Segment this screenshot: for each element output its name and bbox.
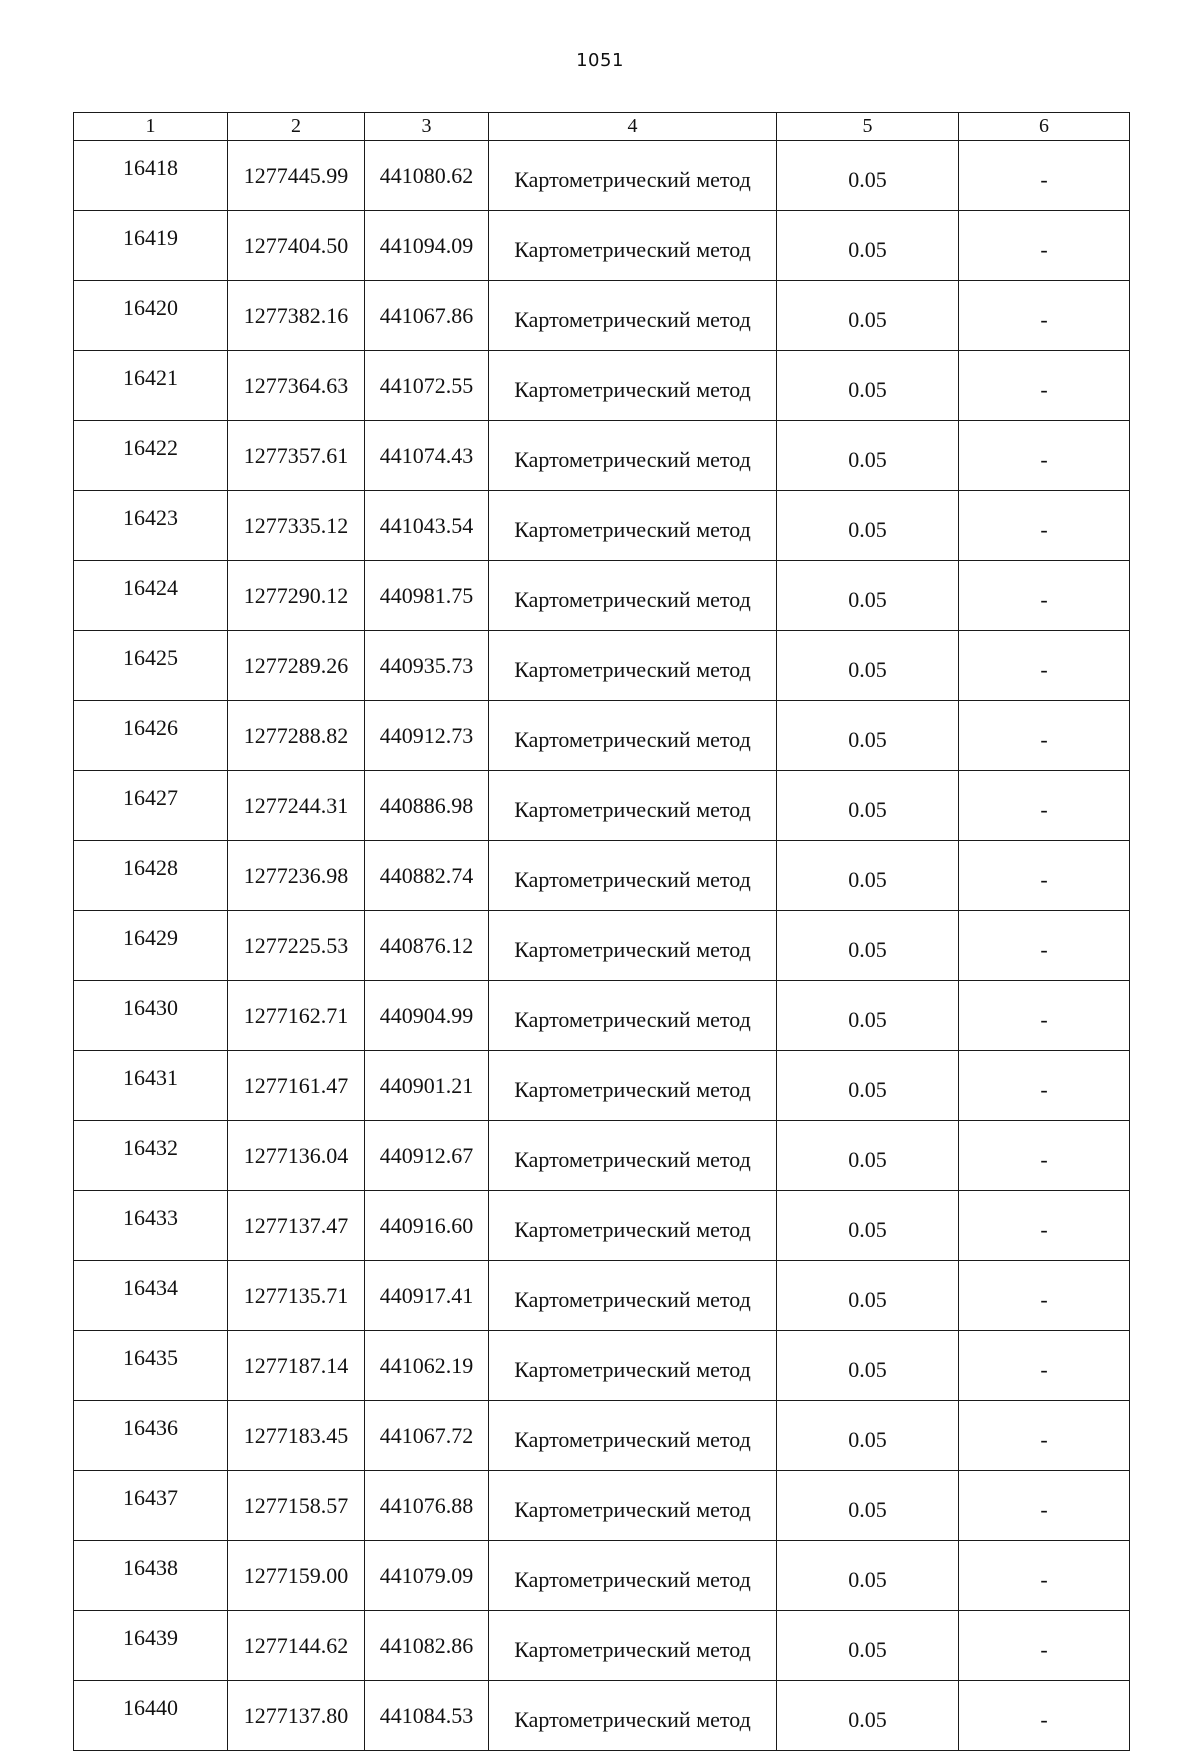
point-id-cell: 16440 [74, 1681, 228, 1751]
point-id-cell: 16434 [74, 1261, 228, 1331]
table-row [74, 211, 1130, 281]
method-cell: Картометрический метод [489, 211, 777, 281]
point-id-cell: 16438 [74, 1541, 228, 1611]
table-row [74, 1331, 1130, 1401]
table-row [74, 701, 1130, 771]
point-id-cell: 16426 [74, 701, 228, 771]
note-cell: - [959, 211, 1130, 281]
accuracy-cell: 0.05 [777, 1191, 959, 1261]
accuracy-cell: 0.05 [777, 141, 959, 211]
y-coordinate-cell: 440876.12 [365, 911, 489, 981]
accuracy-cell: 0.05 [777, 351, 959, 421]
table-row [74, 141, 1130, 211]
y-coordinate-cell: 441076.88 [365, 1471, 489, 1541]
note-cell: - [959, 491, 1130, 561]
y-coordinate-cell: 440935.73 [365, 631, 489, 701]
table-row [74, 1051, 1130, 1121]
x-coordinate-cell: 1277158.57 [228, 1471, 365, 1541]
accuracy-cell: 0.05 [777, 1681, 959, 1751]
x-coordinate-cell: 1277225.53 [228, 911, 365, 981]
column-header-6: 6 [959, 113, 1130, 141]
note-cell: - [959, 561, 1130, 631]
accuracy-cell: 0.05 [777, 1471, 959, 1541]
point-id-cell: 16429 [74, 911, 228, 981]
x-coordinate-cell: 1277289.26 [228, 631, 365, 701]
y-coordinate-cell: 440904.99 [365, 981, 489, 1051]
y-coordinate-cell: 440886.98 [365, 771, 489, 841]
y-coordinate-cell: 441074.43 [365, 421, 489, 491]
coordinates-table [73, 112, 1130, 1751]
note-cell: - [959, 421, 1130, 491]
y-coordinate-cell: 441084.53 [365, 1681, 489, 1751]
x-coordinate-cell: 1277137.80 [228, 1681, 365, 1751]
accuracy-cell: 0.05 [777, 771, 959, 841]
y-coordinate-cell: 441079.09 [365, 1541, 489, 1611]
method-cell: Картометрический метод [489, 1471, 777, 1541]
point-id-cell: 16424 [74, 561, 228, 631]
accuracy-cell: 0.05 [777, 631, 959, 701]
column-header-4: 4 [489, 113, 777, 141]
method-cell: Картометрический метод [489, 1261, 777, 1331]
method-cell: Картометрический метод [489, 561, 777, 631]
note-cell: - [959, 281, 1130, 351]
note-cell: - [959, 911, 1130, 981]
point-id-cell: 16439 [74, 1611, 228, 1681]
accuracy-cell: 0.05 [777, 981, 959, 1051]
method-cell: Картометрический метод [489, 771, 777, 841]
method-cell: Картометрический метод [489, 1541, 777, 1611]
point-id-cell: 16422 [74, 421, 228, 491]
table-row [74, 281, 1130, 351]
note-cell: - [959, 1331, 1130, 1401]
column-header-2: 2 [228, 113, 365, 141]
note-cell: - [959, 1541, 1130, 1611]
y-coordinate-cell: 441080.62 [365, 141, 489, 211]
table-row [74, 841, 1130, 911]
point-id-cell: 16423 [74, 491, 228, 561]
x-coordinate-cell: 1277161.47 [228, 1051, 365, 1121]
accuracy-cell: 0.05 [777, 1611, 959, 1681]
y-coordinate-cell: 440912.67 [365, 1121, 489, 1191]
table-row [74, 1471, 1130, 1541]
method-cell: Картометрический метод [489, 1331, 777, 1401]
x-coordinate-cell: 1277183.45 [228, 1401, 365, 1471]
method-cell: Картометрический метод [489, 281, 777, 351]
point-id-cell: 16427 [74, 771, 228, 841]
method-cell: Картометрический метод [489, 701, 777, 771]
method-cell: Картометрический метод [489, 491, 777, 561]
point-id-cell: 16437 [74, 1471, 228, 1541]
y-coordinate-cell: 441094.09 [365, 211, 489, 281]
accuracy-cell: 0.05 [777, 1051, 959, 1121]
method-cell: Картометрический метод [489, 911, 777, 981]
table-row [74, 1401, 1130, 1471]
note-cell: - [959, 1051, 1130, 1121]
table-row [74, 771, 1130, 841]
x-coordinate-cell: 1277404.50 [228, 211, 365, 281]
table-row [74, 351, 1130, 421]
table-row [74, 491, 1130, 561]
accuracy-cell: 0.05 [777, 1401, 959, 1471]
table-row [74, 561, 1130, 631]
x-coordinate-cell: 1277187.14 [228, 1331, 365, 1401]
page-number: 1051 [576, 50, 624, 71]
note-cell: - [959, 771, 1130, 841]
table-row [74, 631, 1130, 701]
accuracy-cell: 0.05 [777, 491, 959, 561]
method-cell: Картометрический метод [489, 1611, 777, 1681]
note-cell: - [959, 1611, 1130, 1681]
point-id-cell: 16420 [74, 281, 228, 351]
point-id-cell: 16436 [74, 1401, 228, 1471]
table-row [74, 1261, 1130, 1331]
table-row [74, 1681, 1130, 1751]
accuracy-cell: 0.05 [777, 1541, 959, 1611]
y-coordinate-cell: 441062.19 [365, 1331, 489, 1401]
note-cell: - [959, 1191, 1130, 1261]
x-coordinate-cell: 1277137.47 [228, 1191, 365, 1261]
x-coordinate-cell: 1277445.99 [228, 141, 365, 211]
x-coordinate-cell: 1277135.71 [228, 1261, 365, 1331]
table-row [74, 421, 1130, 491]
point-id-cell: 16418 [74, 141, 228, 211]
accuracy-cell: 0.05 [777, 421, 959, 491]
y-coordinate-cell: 440917.41 [365, 1261, 489, 1331]
method-cell: Картометрический метод [489, 841, 777, 911]
accuracy-cell: 0.05 [777, 841, 959, 911]
table-row [74, 981, 1130, 1051]
point-id-cell: 16425 [74, 631, 228, 701]
accuracy-cell: 0.05 [777, 1121, 959, 1191]
table-header [74, 113, 1130, 141]
x-coordinate-cell: 1277288.82 [228, 701, 365, 771]
method-cell: Картометрический метод [489, 1051, 777, 1121]
x-coordinate-cell: 1277159.00 [228, 1541, 365, 1611]
accuracy-cell: 0.05 [777, 211, 959, 281]
y-coordinate-cell: 440882.74 [365, 841, 489, 911]
x-coordinate-cell: 1277136.04 [228, 1121, 365, 1191]
note-cell: - [959, 841, 1130, 911]
accuracy-cell: 0.05 [777, 701, 959, 771]
x-coordinate-cell: 1277382.16 [228, 281, 365, 351]
note-cell: - [959, 701, 1130, 771]
note-cell: - [959, 981, 1130, 1051]
table-row [74, 1191, 1130, 1261]
point-id-cell: 16430 [74, 981, 228, 1051]
point-id-cell: 16428 [74, 841, 228, 911]
method-cell: Картометрический метод [489, 351, 777, 421]
method-cell: Картометрический метод [489, 1681, 777, 1751]
x-coordinate-cell: 1277335.12 [228, 491, 365, 561]
note-cell: - [959, 1681, 1130, 1751]
method-cell: Картометрический метод [489, 1401, 777, 1471]
table-row [74, 1121, 1130, 1191]
method-cell: Картометрический метод [489, 981, 777, 1051]
x-coordinate-cell: 1277290.12 [228, 561, 365, 631]
y-coordinate-cell: 440901.21 [365, 1051, 489, 1121]
note-cell: - [959, 1261, 1130, 1331]
accuracy-cell: 0.05 [777, 561, 959, 631]
y-coordinate-cell: 441082.86 [365, 1611, 489, 1681]
note-cell: - [959, 1471, 1130, 1541]
x-coordinate-cell: 1277162.71 [228, 981, 365, 1051]
point-id-cell: 16435 [74, 1331, 228, 1401]
table-row [74, 911, 1130, 981]
note-cell: - [959, 141, 1130, 211]
y-coordinate-cell: 440981.75 [365, 561, 489, 631]
table-body [74, 141, 1130, 1751]
note-cell: - [959, 351, 1130, 421]
header-row [74, 113, 1130, 141]
column-header-1: 1 [74, 113, 228, 141]
accuracy-cell: 0.05 [777, 281, 959, 351]
y-coordinate-cell: 441067.72 [365, 1401, 489, 1471]
method-cell: Картометрический метод [489, 1191, 777, 1261]
column-header-5: 5 [777, 113, 959, 141]
point-id-cell: 16433 [74, 1191, 228, 1261]
accuracy-cell: 0.05 [777, 1261, 959, 1331]
point-id-cell: 16421 [74, 351, 228, 421]
note-cell: - [959, 1401, 1130, 1471]
note-cell: - [959, 1121, 1130, 1191]
x-coordinate-cell: 1277144.62 [228, 1611, 365, 1681]
accuracy-cell: 0.05 [777, 1331, 959, 1401]
point-id-cell: 16432 [74, 1121, 228, 1191]
method-cell: Картометрический метод [489, 631, 777, 701]
x-coordinate-cell: 1277357.61 [228, 421, 365, 491]
point-id-cell: 16431 [74, 1051, 228, 1121]
x-coordinate-cell: 1277244.31 [228, 771, 365, 841]
x-coordinate-cell: 1277364.63 [228, 351, 365, 421]
note-cell: - [959, 631, 1130, 701]
method-cell: Картометрический метод [489, 421, 777, 491]
y-coordinate-cell: 441067.86 [365, 281, 489, 351]
y-coordinate-cell: 441043.54 [365, 491, 489, 561]
accuracy-cell: 0.05 [777, 911, 959, 981]
table-row [74, 1541, 1130, 1611]
x-coordinate-cell: 1277236.98 [228, 841, 365, 911]
table-row [74, 1611, 1130, 1681]
method-cell: Картометрический метод [489, 1121, 777, 1191]
y-coordinate-cell: 440912.73 [365, 701, 489, 771]
y-coordinate-cell: 441072.55 [365, 351, 489, 421]
point-id-cell: 16419 [74, 211, 228, 281]
y-coordinate-cell: 440916.60 [365, 1191, 489, 1261]
column-header-3: 3 [365, 113, 489, 141]
method-cell: Картометрический метод [489, 141, 777, 211]
